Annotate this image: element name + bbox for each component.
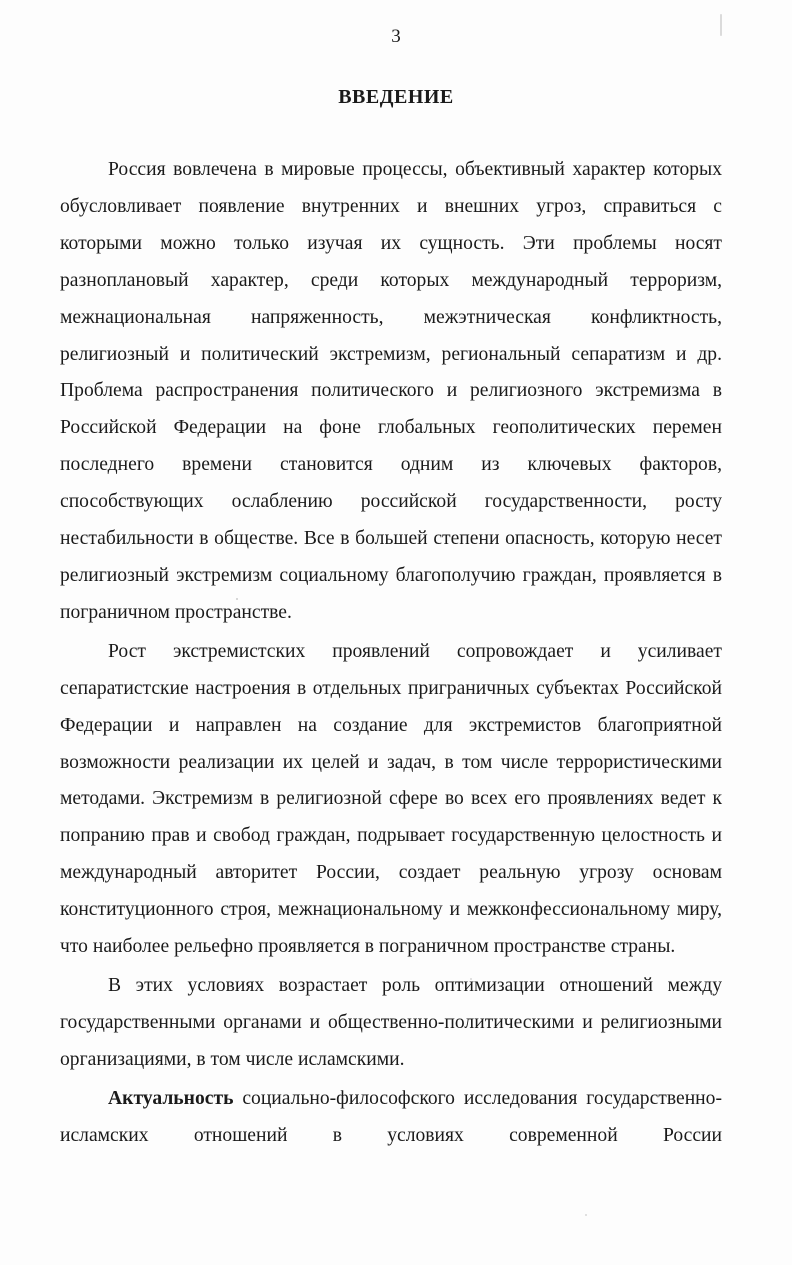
page-number: 3 xyxy=(391,26,401,47)
paragraph-4-lead: Актуальность xyxy=(108,1087,234,1109)
paragraph-1: Россия вовлечена в мировые процессы, объективный характер которых обусловливает появление внутренних и внешних угроз, справиться с которыми можно только изучая их сущность. Эти проблемы носят разноплановый характер, среди которых международный терроризм, межнациональная напряженность, межэтническая конфликтность, религиозный и политический экстремизм, региональный сепаратизм и др. Проблема распространения политического и религиозного экстремизма в Российской Федерации на фоне глобальных геополитических перемен последнего времени становится одним из ключевых факторов, способствующих ослаблению российской государственности, росту нестабильности в обществе. Все в большей степени опасность, которую несет религиозный экстремизм социальному благополучию граждан, проявляется в пограничном пространстве. xyxy=(60,159,722,623)
paragraph-2: Рост экстремистских проявлений сопровождает и усиливает сепаратистские настроения в отдельных приграничных субъектах Российской Федерации и направлен на создание для экстремистов благоприятной возможности реализации их целей и задач, в том числе террористическими методами. Экстремизм в религиозной сфере во всех его проявлениях ведет к попранию прав и свобод граждан, подрывает государственную целостность и международный авторитет России, создает реальную угрозу основам конституционного строя, межнациональному и межконфессиональному миру, что наиболее рельефно проявляется в пограничном пространстве страны. xyxy=(60,640,722,958)
paragraph-4 xyxy=(60,1081,722,1155)
scan-speck-lower xyxy=(470,978,472,980)
paragraph-4-text: социально-философского исследования государственно-исламских отношений в условиях современной России xyxy=(60,1087,722,1146)
paragraph-3: В этих условиях возрастает роль оптимизации отношений между государственными органами и общественно-политическими и религиозными организациями, в том числе исламскими. xyxy=(60,974,722,1070)
body-text xyxy=(60,152,722,1154)
scan-speck-bottom xyxy=(585,1214,587,1216)
scan-speck-mid xyxy=(236,598,238,600)
scan-speck-top-right xyxy=(720,14,722,36)
section-heading: ВВЕДЕНИЕ xyxy=(338,86,454,108)
